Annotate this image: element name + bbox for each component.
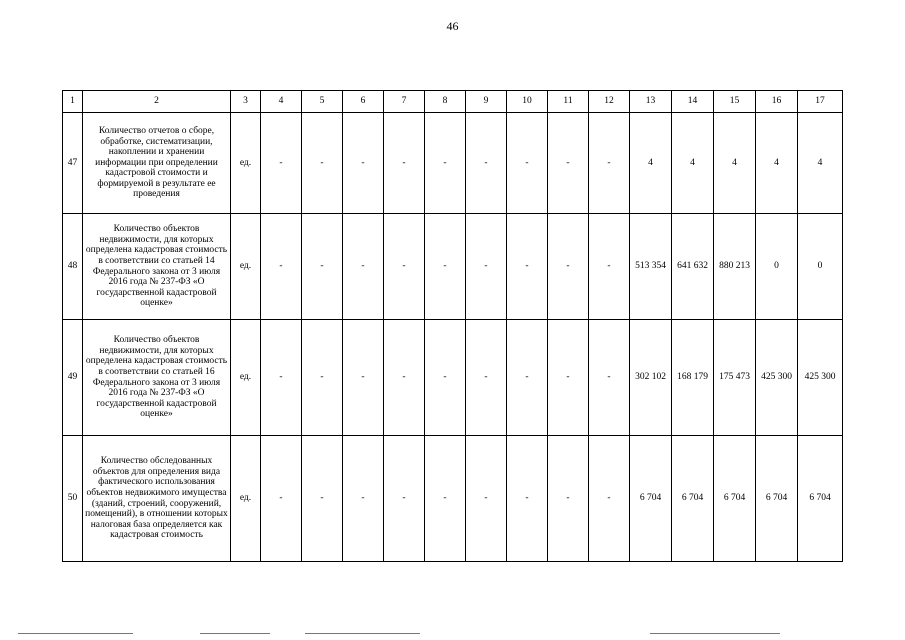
table-row xyxy=(63,113,843,214)
value-cell: 168 179 xyxy=(672,320,714,436)
value-cell: - xyxy=(548,436,589,562)
table-row xyxy=(63,320,843,436)
header-cell: 7 xyxy=(384,91,425,113)
header-cell: 15 xyxy=(714,91,756,113)
value-cell: - xyxy=(302,436,343,562)
value-cell: - xyxy=(548,113,589,214)
row-number: 47 xyxy=(63,113,83,214)
value-cell: 6 704 xyxy=(630,436,672,562)
header-cell: 11 xyxy=(548,91,589,113)
value-cell: - xyxy=(507,320,548,436)
value-cell: 880 213 xyxy=(714,214,756,320)
value-cell: - xyxy=(507,214,548,320)
value-cell: - xyxy=(589,214,630,320)
value-cell: - xyxy=(384,113,425,214)
value-cell: 302 102 xyxy=(630,320,672,436)
indicators-table xyxy=(62,90,843,562)
value-cell: 4 xyxy=(672,113,714,214)
value-cell: - xyxy=(466,320,507,436)
header-cell: 10 xyxy=(507,91,548,113)
value-cell: - xyxy=(302,113,343,214)
value-cell: - xyxy=(302,320,343,436)
header-cell: 14 xyxy=(672,91,714,113)
value-cell: - xyxy=(466,436,507,562)
header-cell: 17 xyxy=(798,91,843,113)
value-cell: - xyxy=(261,320,302,436)
value-cell: - xyxy=(507,113,548,214)
table-row xyxy=(63,436,843,562)
value-cell: - xyxy=(548,214,589,320)
scan-edge-line xyxy=(305,633,420,634)
table-row xyxy=(63,214,843,320)
value-cell: 641 632 xyxy=(672,214,714,320)
value-cell: - xyxy=(589,436,630,562)
value-cell: - xyxy=(548,320,589,436)
page-number: 46 xyxy=(446,19,459,33)
row-unit: ед. xyxy=(231,320,261,436)
value-cell: - xyxy=(261,436,302,562)
row-unit: ед. xyxy=(231,214,261,320)
value-cell: - xyxy=(343,113,384,214)
row-description: Количество объектов недвижимости, для которых определена кадастровая стоимость в соответствии со статьей 14 Федерального закона от 3 июля 2016 года № 237-ФЗ «О государственной кадастровой оценке» xyxy=(83,214,231,320)
header-cell: 1 xyxy=(63,91,83,113)
value-cell: - xyxy=(466,214,507,320)
value-cell: - xyxy=(425,113,466,214)
row-unit: ед. xyxy=(231,113,261,214)
row-number: 48 xyxy=(63,214,83,320)
header-cell: 5 xyxy=(302,91,343,113)
header-cell: 16 xyxy=(756,91,798,113)
value-cell: - xyxy=(343,320,384,436)
value-cell: - xyxy=(589,113,630,214)
value-cell: 4 xyxy=(798,113,843,214)
value-cell: 4 xyxy=(756,113,798,214)
row-number: 50 xyxy=(63,436,83,562)
value-cell: 6 704 xyxy=(756,436,798,562)
header-cell: 2 xyxy=(83,91,231,113)
header-cell: 8 xyxy=(425,91,466,113)
header-cell: 9 xyxy=(466,91,507,113)
header-cell: 6 xyxy=(343,91,384,113)
value-cell: - xyxy=(507,436,548,562)
value-cell: - xyxy=(425,214,466,320)
scan-edge-line xyxy=(650,633,780,634)
header-cell: 12 xyxy=(589,91,630,113)
value-cell: - xyxy=(466,113,507,214)
value-cell: - xyxy=(261,214,302,320)
scan-edge-line xyxy=(200,633,270,634)
value-cell: - xyxy=(384,436,425,562)
value-cell: 4 xyxy=(714,113,756,214)
scan-edge-line xyxy=(18,633,133,634)
row-description: Количество отчетов о сборе, обработке, систематизации, накоплении и хранении информации при определении кадастровой стоимости и формируемой в результате ее проведения xyxy=(83,113,231,214)
value-cell: - xyxy=(343,436,384,562)
value-cell: 425 300 xyxy=(798,320,843,436)
header-cell: 3 xyxy=(231,91,261,113)
header-cell: 13 xyxy=(630,91,672,113)
value-cell: - xyxy=(589,320,630,436)
value-cell: 0 xyxy=(798,214,843,320)
header-cell: 4 xyxy=(261,91,302,113)
row-description: Количество объектов недвижимости, для которых определена кадастровая стоимость в соответствии со статьей 16 Федерального закона от 3 июля 2016 года № 237-ФЗ «О государственной кадастровой оценке» xyxy=(83,320,231,436)
value-cell: 513 354 xyxy=(630,214,672,320)
value-cell: - xyxy=(384,214,425,320)
value-cell: - xyxy=(261,113,302,214)
value-cell: - xyxy=(343,214,384,320)
value-cell: - xyxy=(425,320,466,436)
row-description: Количество обследованных объектов для определения вида фактического использования объектов недвижимого имущества (зданий, строений, сооружений, помещений), в отношении которых налоговая база определяется как кадастровая стоимость xyxy=(83,436,231,562)
header-row xyxy=(63,91,843,113)
value-cell: - xyxy=(384,320,425,436)
value-cell: 175 473 xyxy=(714,320,756,436)
row-number: 49 xyxy=(63,320,83,436)
value-cell: - xyxy=(425,436,466,562)
value-cell: 0 xyxy=(756,214,798,320)
value-cell: 425 300 xyxy=(756,320,798,436)
row-unit: ед. xyxy=(231,436,261,562)
value-cell: 6 704 xyxy=(672,436,714,562)
value-cell: 4 xyxy=(630,113,672,214)
value-cell: - xyxy=(302,214,343,320)
value-cell: 6 704 xyxy=(714,436,756,562)
value-cell: 6 704 xyxy=(798,436,843,562)
